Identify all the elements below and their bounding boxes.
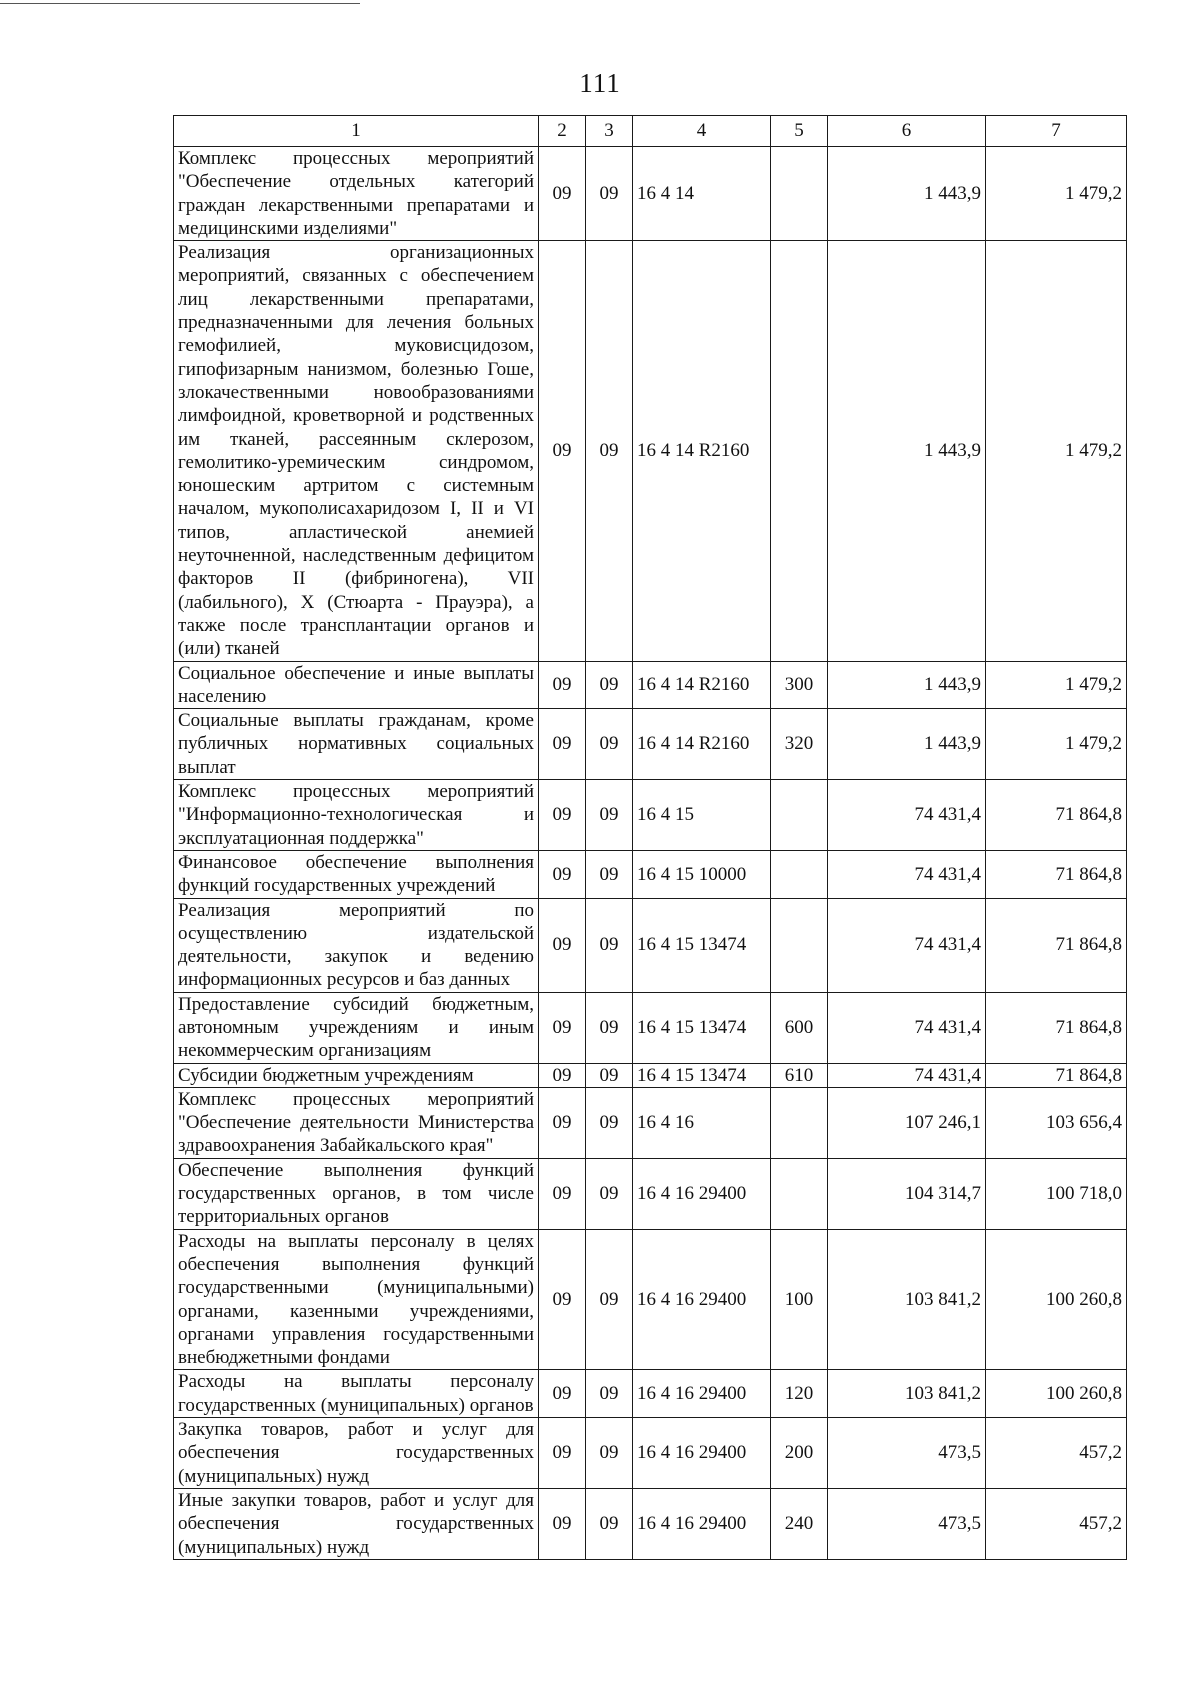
row-subsection: 09 <box>586 850 633 898</box>
row-name: Социальное обеспечение и иные выплаты населению <box>174 661 539 709</box>
row-subsection: 09 <box>586 147 633 241</box>
row-expense-type: 600 <box>771 992 828 1063</box>
row-target-code: 16 4 15 13474 <box>633 1063 771 1087</box>
row-subsection: 09 <box>586 780 633 851</box>
row-target-code: 16 4 16 <box>633 1087 771 1158</box>
table-row <box>174 850 1127 898</box>
table-row <box>174 1158 1127 1229</box>
row-name: Предоставление субсидий бюджетным, автономным учреждениям и иным некоммерческим организациям <box>174 992 539 1063</box>
row-expense-type: 610 <box>771 1063 828 1087</box>
row-section: 09 <box>539 1488 586 1559</box>
row-name: Реализация мероприятий по осуществлению издательской деятельности, закупок и ведению информационных ресурсов и баз данных <box>174 898 539 992</box>
row-section: 09 <box>539 850 586 898</box>
table-row <box>174 992 1127 1063</box>
row-amount-year1: 1 443,9 <box>828 241 986 661</box>
row-amount-year2: 103 656,4 <box>986 1087 1127 1158</box>
table-row <box>174 1488 1127 1559</box>
row-section: 09 <box>539 1063 586 1087</box>
row-amount-year1: 473,5 <box>828 1418 986 1489</box>
row-amount-year1: 74 431,4 <box>828 992 986 1063</box>
row-amount-year1: 104 314,7 <box>828 1158 986 1229</box>
row-name: Комплекс процессных мероприятий "Информационно-технологическая и эксплуатационная поддержка" <box>174 780 539 851</box>
row-name: Субсидии бюджетным учреждениям <box>174 1063 539 1087</box>
row-section: 09 <box>539 1370 586 1418</box>
row-subsection: 09 <box>586 1063 633 1087</box>
row-expense-type <box>771 1087 828 1158</box>
row-expense-type <box>771 241 828 661</box>
row-name: Социальные выплаты гражданам, кроме публичных нормативных социальных выплат <box>174 709 539 780</box>
row-expense-type: 300 <box>771 661 828 709</box>
table-row <box>174 1418 1127 1489</box>
row-target-code: 16 4 15 10000 <box>633 850 771 898</box>
row-amount-year2: 100 260,8 <box>986 1229 1127 1370</box>
row-name: Комплекс процессных мероприятий "Обеспечение деятельности Министерства здравоохранения Забайкальского края" <box>174 1087 539 1158</box>
row-amount-year1: 1 443,9 <box>828 709 986 780</box>
row-amount-year1: 74 431,4 <box>828 1063 986 1087</box>
row-amount-year2: 1 479,2 <box>986 147 1127 241</box>
row-target-code: 16 4 15 13474 <box>633 898 771 992</box>
row-amount-year2: 100 260,8 <box>986 1370 1127 1418</box>
row-subsection: 09 <box>586 1229 633 1370</box>
row-name: Расходы на выплаты персоналу в целях обеспечения выполнения функций государственными (муниципальными) органами, казенными учреждениями, органами управления государственными внебюджетными фондами <box>174 1229 539 1370</box>
table-row <box>174 147 1127 241</box>
row-amount-year2: 71 864,8 <box>986 780 1127 851</box>
row-subsection: 09 <box>586 241 633 661</box>
row-expense-type <box>771 780 828 851</box>
table-row <box>174 1229 1127 1370</box>
row-name: Обеспечение выполнения функций государственных органов, в том числе территориальных органов <box>174 1158 539 1229</box>
row-expense-type <box>771 850 828 898</box>
row-expense-type: 200 <box>771 1418 828 1489</box>
table-row <box>174 709 1127 780</box>
page-number: 111 <box>579 68 621 98</box>
row-target-code: 16 4 16 29400 <box>633 1229 771 1370</box>
header-cell: 6 <box>828 116 986 147</box>
header-cell: 4 <box>633 116 771 147</box>
row-subsection: 09 <box>586 1418 633 1489</box>
row-subsection: 09 <box>586 709 633 780</box>
header-cell: 5 <box>771 116 828 147</box>
row-amount-year1: 74 431,4 <box>828 780 986 851</box>
row-section: 09 <box>539 780 586 851</box>
row-amount-year2: 71 864,8 <box>986 850 1127 898</box>
row-amount-year1: 74 431,4 <box>828 898 986 992</box>
header-cell: 1 <box>174 116 539 147</box>
row-target-code: 16 4 14 R2160 <box>633 709 771 780</box>
row-amount-year2: 71 864,8 <box>986 1063 1127 1087</box>
row-expense-type <box>771 1158 828 1229</box>
table-row <box>174 1087 1127 1158</box>
top-scan-rule <box>0 3 360 4</box>
row-subsection: 09 <box>586 1158 633 1229</box>
table-row <box>174 1063 1127 1087</box>
row-section: 09 <box>539 1229 586 1370</box>
row-target-code: 16 4 14 R2160 <box>633 661 771 709</box>
row-amount-year1: 103 841,2 <box>828 1229 986 1370</box>
header-cell: 7 <box>986 116 1127 147</box>
row-expense-type: 120 <box>771 1370 828 1418</box>
row-target-code: 16 4 16 29400 <box>633 1418 771 1489</box>
row-subsection: 09 <box>586 1488 633 1559</box>
table-row <box>174 898 1127 992</box>
row-amount-year2: 457,2 <box>986 1488 1127 1559</box>
budget-table <box>173 115 1127 1560</box>
row-amount-year1: 1 443,9 <box>828 661 986 709</box>
row-name: Расходы на выплаты персоналу государственных (муниципальных) органов <box>174 1370 539 1418</box>
row-name: Реализация организационных мероприятий, связанных с обеспечением лиц лекарственными препаратами, предназначенными для лечения больных гемофилией, муковисцидозом, гипофизарным нанизмом, болезнью Гоше, злокачественными новообразованиями лимфоидной, кроветворной и родственных им тканей, рассеянным склерозом, гемолитико-уремическим синдромом, юношеским артритом с системным началом, мукополисахаридозом I, II и VI типов, апластической анемией неуточненной, наследственным дефицитом факторов II (фибриногена), VII (лабильного), X (Стюарта - Прауэра), а также после трансплантации органов и (или) тканей <box>174 241 539 661</box>
header-cell: 2 <box>539 116 586 147</box>
row-expense-type: 240 <box>771 1488 828 1559</box>
row-amount-year2: 1 479,2 <box>986 241 1127 661</box>
row-section: 09 <box>539 992 586 1063</box>
row-amount-year1: 103 841,2 <box>828 1370 986 1418</box>
row-name: Финансовое обеспечение выполнения функций государственных учреждений <box>174 850 539 898</box>
row-amount-year1: 473,5 <box>828 1488 986 1559</box>
row-section: 09 <box>539 241 586 661</box>
row-amount-year1: 1 443,9 <box>828 147 986 241</box>
row-subsection: 09 <box>586 898 633 992</box>
row-section: 09 <box>539 1087 586 1158</box>
row-section: 09 <box>539 709 586 780</box>
row-section: 09 <box>539 1418 586 1489</box>
row-target-code: 16 4 14 <box>633 147 771 241</box>
row-target-code: 16 4 16 29400 <box>633 1158 771 1229</box>
row-expense-type: 100 <box>771 1229 828 1370</box>
row-target-code: 16 4 14 R2160 <box>633 241 771 661</box>
row-target-code: 16 4 15 13474 <box>633 992 771 1063</box>
row-subsection: 09 <box>586 992 633 1063</box>
row-target-code: 16 4 16 29400 <box>633 1488 771 1559</box>
row-amount-year2: 71 864,8 <box>986 992 1127 1063</box>
row-name: Комплекс процессных мероприятий "Обеспечение отдельных категорий граждан лекарственными препаратами и медицинскими изделиями" <box>174 147 539 241</box>
row-name: Иные закупки товаров, работ и услуг для обеспечения государственных (муниципальных) нужд <box>174 1488 539 1559</box>
row-subsection: 09 <box>586 1087 633 1158</box>
row-subsection: 09 <box>586 1370 633 1418</box>
table-row <box>174 1370 1127 1418</box>
row-section: 09 <box>539 661 586 709</box>
row-target-code: 16 4 16 29400 <box>633 1370 771 1418</box>
row-amount-year2: 1 479,2 <box>986 709 1127 780</box>
header-cell: 3 <box>586 116 633 147</box>
row-amount-year2: 100 718,0 <box>986 1158 1127 1229</box>
row-section: 09 <box>539 1158 586 1229</box>
table-row <box>174 780 1127 851</box>
row-section: 09 <box>539 898 586 992</box>
row-amount-year1: 107 246,1 <box>828 1087 986 1158</box>
row-amount-year2: 71 864,8 <box>986 898 1127 992</box>
row-section: 09 <box>539 147 586 241</box>
row-expense-type <box>771 898 828 992</box>
row-expense-type: 320 <box>771 709 828 780</box>
row-expense-type <box>771 147 828 241</box>
row-subsection: 09 <box>586 661 633 709</box>
row-amount-year2: 457,2 <box>986 1418 1127 1489</box>
row-amount-year1: 74 431,4 <box>828 850 986 898</box>
header-row <box>174 116 1127 147</box>
table-row <box>174 241 1127 661</box>
row-name: Закупка товаров, работ и услуг для обеспечения государственных (муниципальных) нужд <box>174 1418 539 1489</box>
row-amount-year2: 1 479,2 <box>986 661 1127 709</box>
table-row <box>174 661 1127 709</box>
row-target-code: 16 4 15 <box>633 780 771 851</box>
